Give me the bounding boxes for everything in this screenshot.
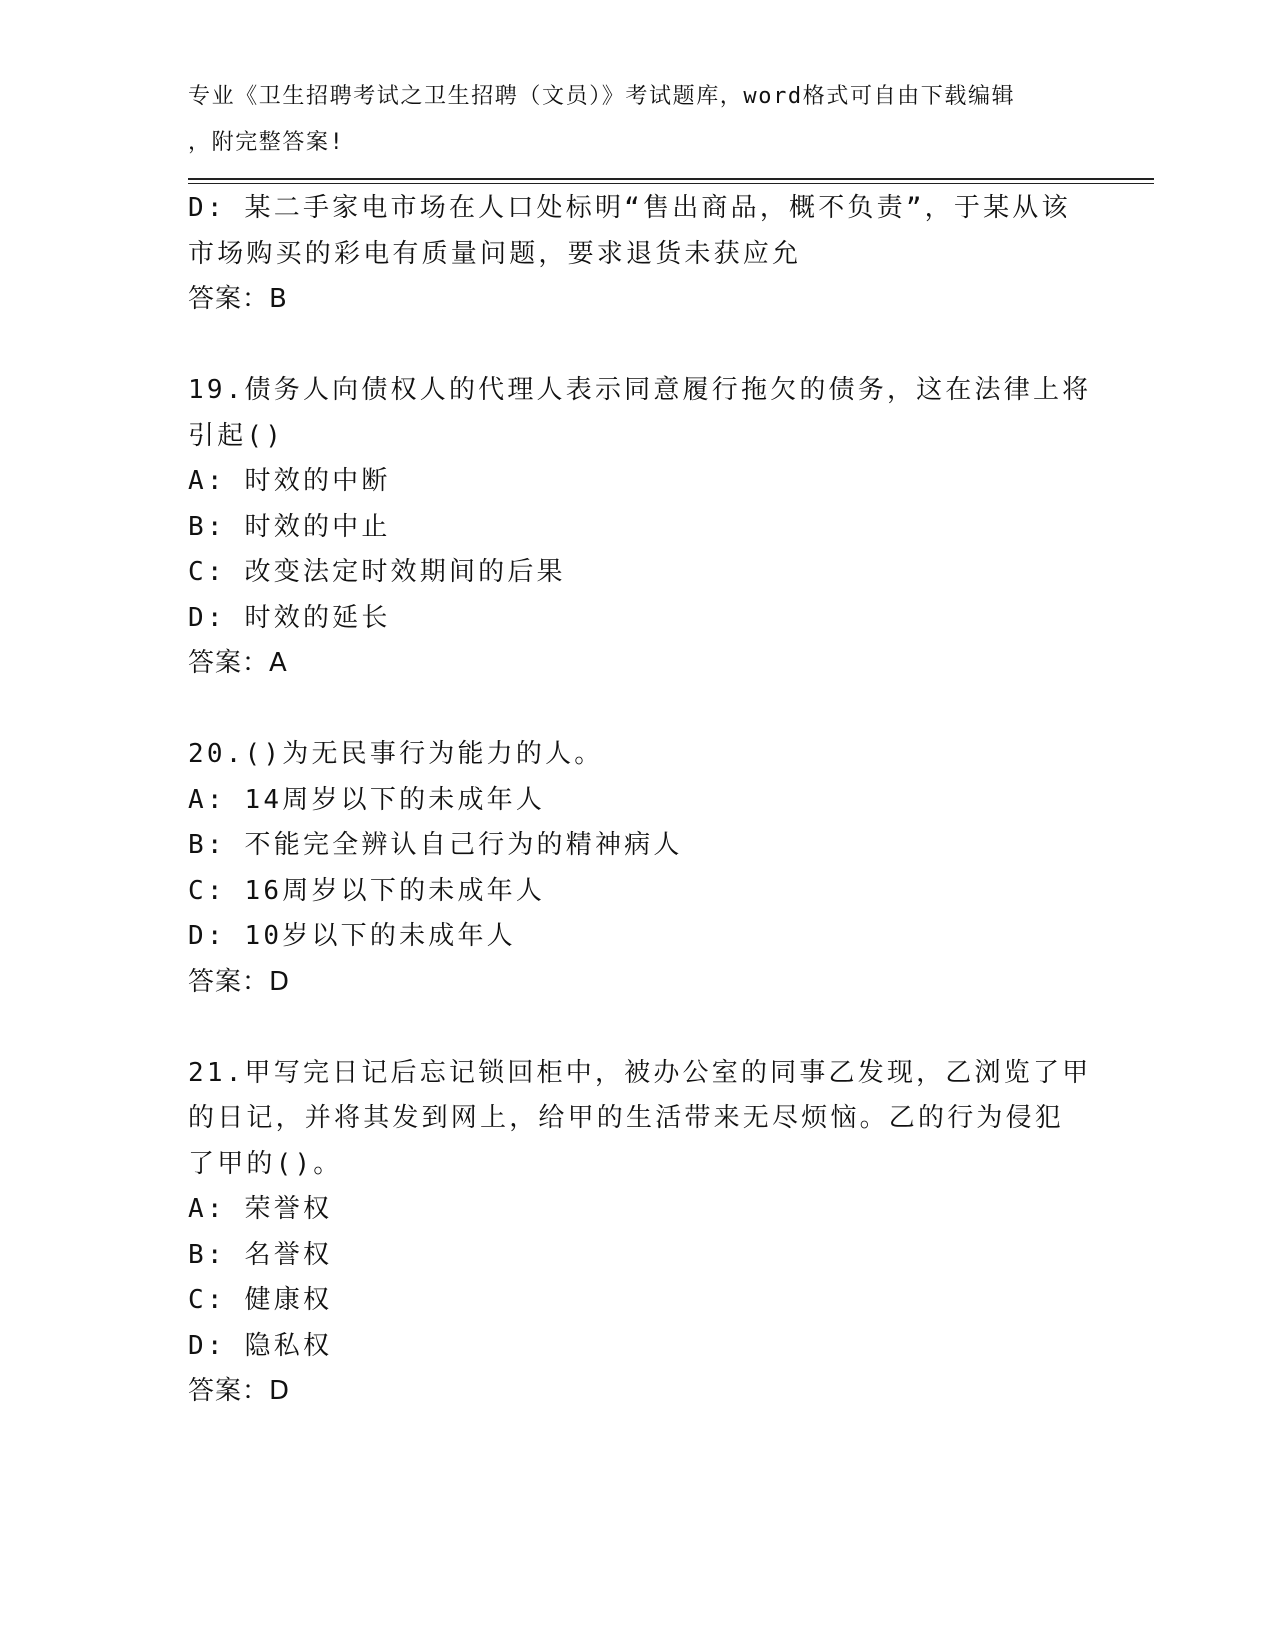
question-21	[188, 1051, 1092, 1415]
question-content	[188, 186, 1092, 1415]
header-rule-thin	[188, 183, 1154, 184]
option-b: B: 时效的中止	[188, 511, 391, 542]
header-line-2: ，附完整答案!	[188, 129, 345, 155]
option-d: D: 隐私权	[188, 1330, 333, 1361]
option-c: C: 改变法定时效期间的后果	[188, 557, 566, 587]
spacer	[188, 323, 1088, 369]
document-header	[188, 74, 1068, 165]
header-line-1: 专业《卫生招聘考试之卫生招聘（文员）》考试题库，word格式可自由下载编辑	[188, 84, 1016, 109]
question-stem-line: 20.()为无民事行为能力的人。	[188, 739, 604, 769]
option-c: C: 健康权	[188, 1285, 333, 1315]
option-b: B: 名誉权	[188, 1239, 333, 1270]
option-d-line-1: D: 某二手家电市场在人口处标明“售出商品，概不负责”，于某从该	[188, 193, 1071, 223]
header-rule-thick	[188, 178, 1154, 180]
question-stem-line: 19.债务人向债权人的代理人表示同意履行拖欠的债务，这在法律上将	[188, 375, 1092, 405]
spacer	[188, 1005, 1088, 1051]
answer-line: 答案：D	[188, 1376, 291, 1406]
spacer	[188, 687, 1088, 733]
option-a: A: 荣誉权	[188, 1194, 333, 1224]
answer-line: 答案：A	[188, 648, 288, 678]
option-d-line-2: 市场购买的彩电有质量问题，要求退货未获应允	[188, 238, 802, 269]
option-b: B: 不能完全辨认自己行为的精神病人	[188, 830, 683, 860]
question-20	[188, 732, 1088, 1005]
question-stem-line: 21.甲写完日记后忘记锁回柜中，被办公室的同事乙发现，乙浏览了甲	[188, 1057, 1092, 1088]
option-a: A: 时效的中断	[188, 466, 391, 496]
answer-line: 答案：B	[188, 284, 288, 314]
previous-question-tail	[188, 186, 1088, 323]
option-a: A: 14周岁以下的未成年人	[188, 784, 546, 815]
answer-line: 答案：D	[188, 966, 291, 997]
question-19	[188, 368, 1092, 687]
option-d: D: 时效的延长	[188, 602, 391, 633]
question-stem-line: 了甲的()。	[188, 1148, 343, 1179]
option-d: D: 10岁以下的未成年人	[188, 921, 516, 951]
option-c: C: 16周岁以下的未成年人	[188, 875, 546, 906]
question-stem-line: 引起()	[188, 420, 285, 451]
question-stem-line: 的日记，并将其发到网上，给甲的生活带来无尽烦恼。乙的行为侵犯	[188, 1103, 1065, 1133]
